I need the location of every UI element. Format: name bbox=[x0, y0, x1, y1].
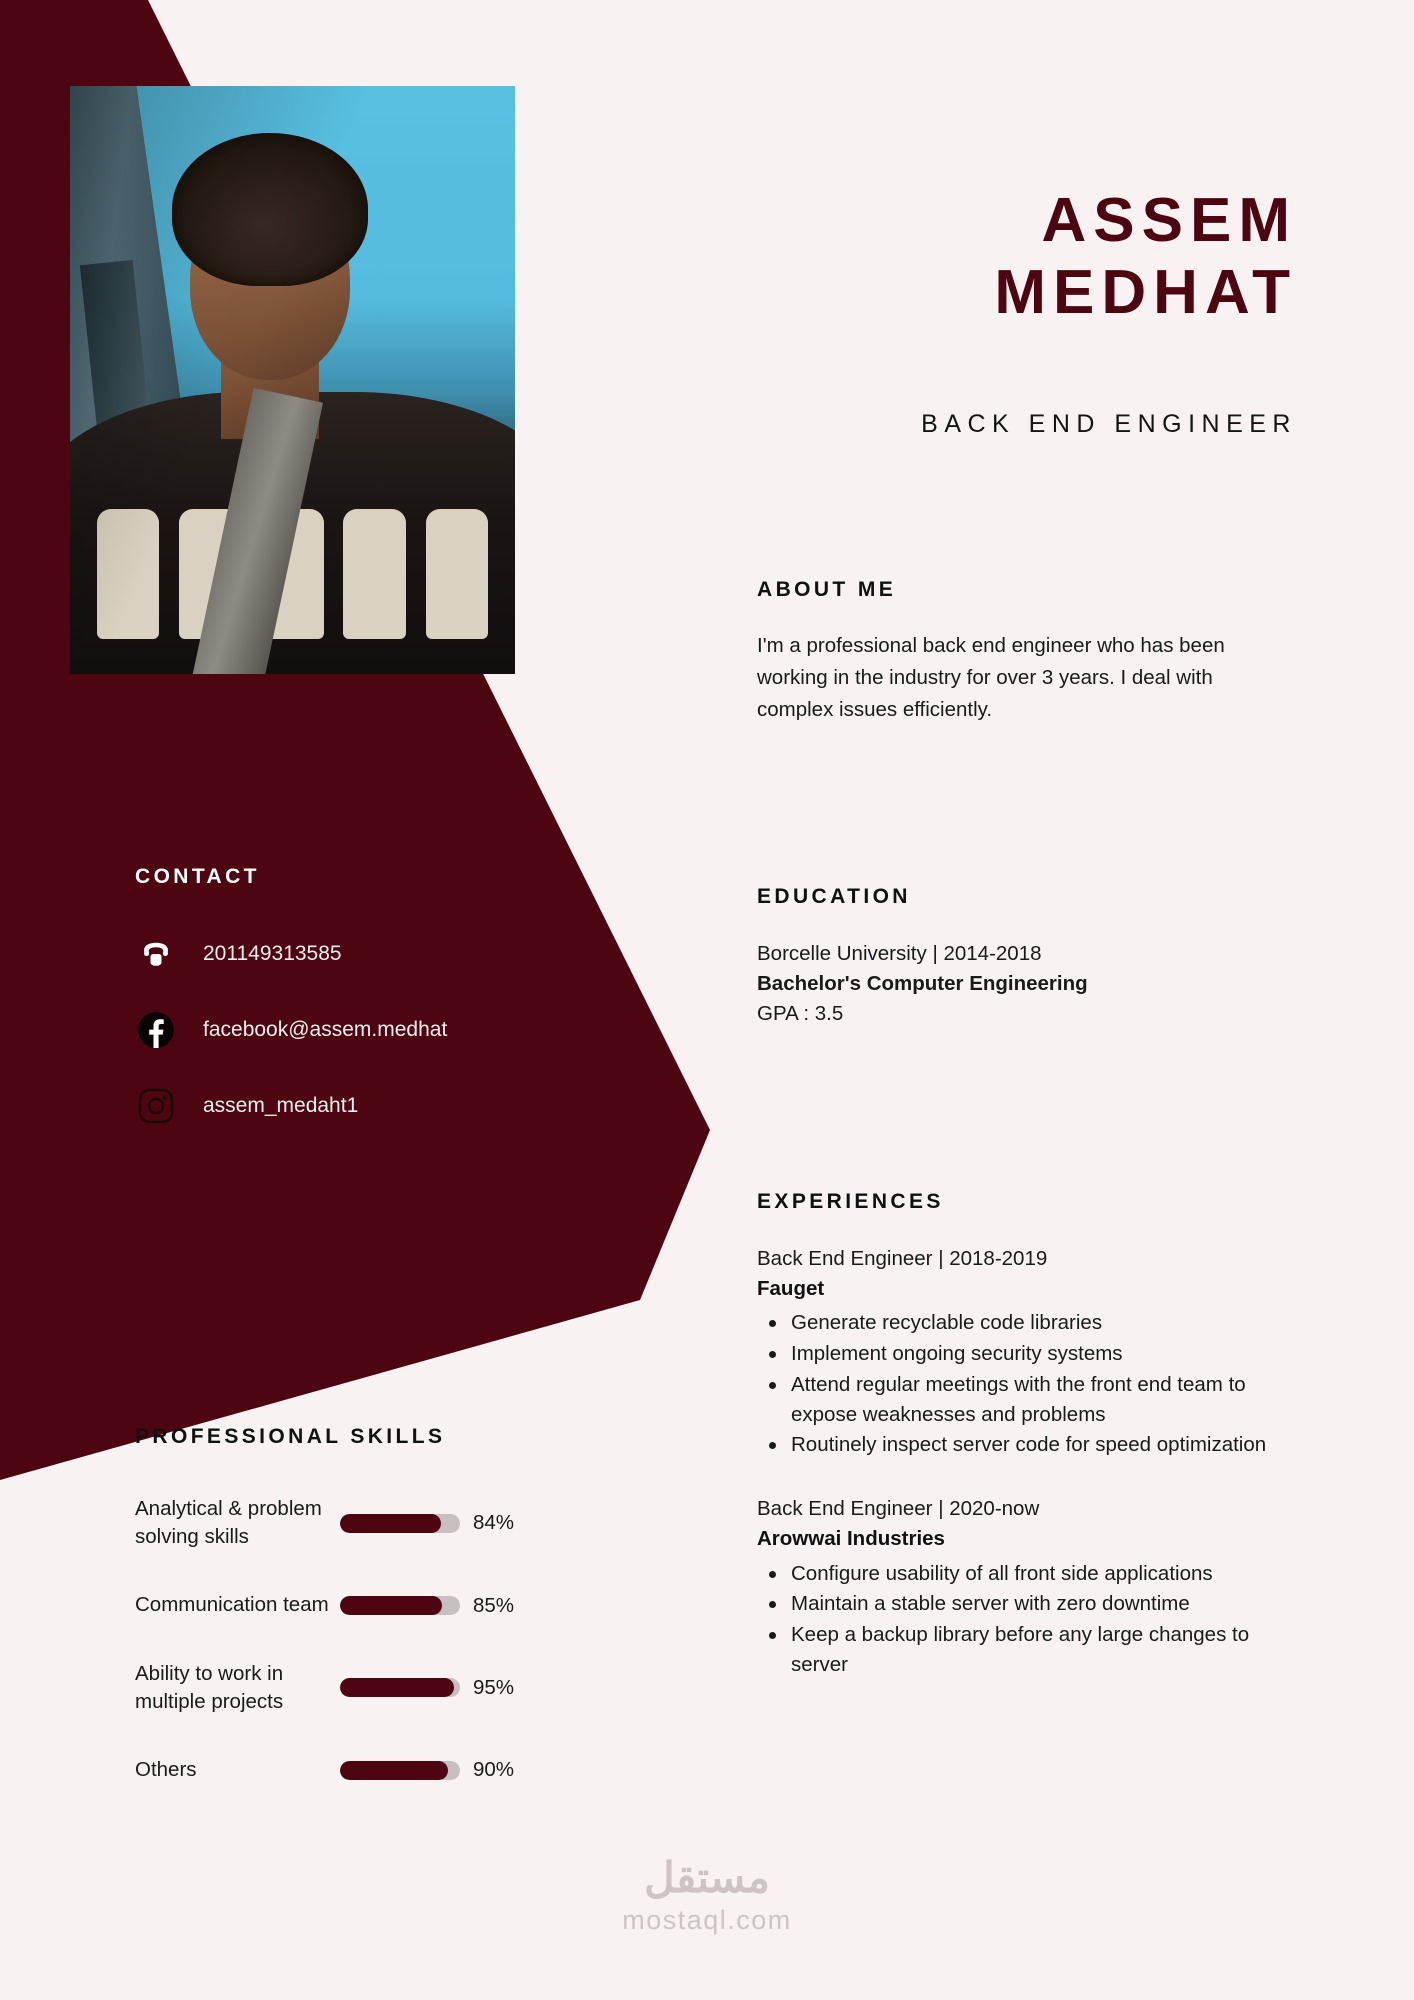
about-section-title: ABOUT ME bbox=[757, 578, 897, 601]
professional-skills-section bbox=[135, 1425, 615, 1824]
watermark-arabic: مستقل bbox=[644, 1854, 770, 1901]
watermark-latin: mostaql.com bbox=[622, 1905, 792, 1935]
skill-row bbox=[135, 1660, 615, 1717]
skill-percent-label: 85% bbox=[473, 1593, 515, 1617]
contact-section-title: CONTACT bbox=[135, 865, 260, 888]
experience-bullet: Configure usability of all front side applications bbox=[757, 1559, 1277, 1589]
experience-item bbox=[757, 1244, 1277, 1460]
skill-percent-label: 84% bbox=[473, 1511, 515, 1535]
contact-item-phone[interactable] bbox=[135, 933, 605, 975]
experience-bullet-list bbox=[757, 1559, 1277, 1680]
about-section bbox=[757, 578, 1277, 725]
about-text: I'm a professional back end engineer who has been working in the industry for over 3 years. I deal with complex issues efficiently. bbox=[757, 634, 1225, 721]
experiences-section bbox=[757, 1190, 1277, 1713]
left-column bbox=[0, 0, 640, 2000]
education-section-title: EDUCATION bbox=[757, 885, 911, 908]
job-title: BACK END ENGINEER bbox=[921, 410, 1297, 438]
skills-section-title: PROFESSIONAL SKILLS bbox=[135, 1425, 446, 1448]
instagram-icon bbox=[135, 1085, 177, 1127]
skill-progress-fill bbox=[340, 1514, 441, 1533]
first-name: ASSEM bbox=[1041, 186, 1297, 255]
education-section bbox=[757, 885, 1277, 1029]
skill-row bbox=[135, 1495, 615, 1552]
skill-label: Ability to work in multiple projects bbox=[135, 1661, 284, 1713]
contact-section bbox=[135, 865, 605, 1161]
education-gpa: GPA : 3.5 bbox=[757, 1002, 844, 1026]
skill-progress-track bbox=[340, 1596, 460, 1615]
contact-item-facebook[interactable] bbox=[135, 1009, 605, 1051]
skill-label: Analytical & problem solving skills bbox=[135, 1497, 322, 1549]
skill-progress-track bbox=[340, 1514, 460, 1533]
skill-label: Communication team bbox=[135, 1593, 329, 1617]
skill-progress-track bbox=[340, 1678, 460, 1697]
skill-progress-fill bbox=[340, 1596, 442, 1615]
skill-label: Others bbox=[135, 1757, 197, 1781]
skill-progress-track bbox=[340, 1761, 460, 1780]
education-degree: Bachelor's Computer Engineering bbox=[757, 972, 1088, 996]
skill-percent-label: 95% bbox=[473, 1675, 515, 1699]
skill-row bbox=[135, 1582, 615, 1630]
experience-bullet-list bbox=[757, 1308, 1277, 1460]
experience-bullet: Generate recyclable code libraries bbox=[757, 1308, 1277, 1338]
contact-instagram-value: assem_medaht1 bbox=[203, 1094, 359, 1117]
experience-header: Back End Engineer | 2020-now bbox=[757, 1497, 1040, 1521]
skill-progress-fill bbox=[340, 1678, 454, 1697]
experience-bullet: Implement ongoing security systems bbox=[757, 1339, 1277, 1369]
contact-phone-value: 201149313585 bbox=[203, 942, 342, 965]
experience-company: Arowwai Industries bbox=[757, 1526, 945, 1550]
experience-header: Back End Engineer | 2018-2019 bbox=[757, 1247, 1048, 1270]
experiences-section-title: EXPERIENCES bbox=[757, 1190, 944, 1213]
telephone-icon bbox=[135, 933, 177, 975]
experience-bullet: Attend regular meetings with the front end team to expose weaknesses and problems bbox=[757, 1370, 1277, 1429]
skill-row bbox=[135, 1746, 615, 1794]
contact-facebook-value: facebook@assem.medhat bbox=[203, 1018, 448, 1041]
page-title bbox=[745, 185, 1305, 329]
last-name: MEDHAT bbox=[994, 257, 1297, 327]
skill-percent-label: 90% bbox=[473, 1758, 515, 1782]
contact-item-instagram[interactable] bbox=[135, 1085, 605, 1127]
experience-bullet: Maintain a stable server with zero downtime bbox=[757, 1589, 1277, 1619]
watermark bbox=[0, 1854, 1414, 1936]
education-school: Borcelle University | 2014-2018 bbox=[757, 942, 1042, 965]
experience-company: Fauget bbox=[757, 1276, 825, 1300]
experience-bullet: Keep a backup library before any large changes to server bbox=[757, 1620, 1277, 1679]
experience-bullet: Routinely inspect server code for speed optimization bbox=[757, 1430, 1277, 1460]
right-column bbox=[745, 0, 1305, 2000]
experience-item bbox=[757, 1494, 1277, 1679]
skill-progress-fill bbox=[340, 1761, 448, 1780]
facebook-icon bbox=[135, 1009, 177, 1051]
